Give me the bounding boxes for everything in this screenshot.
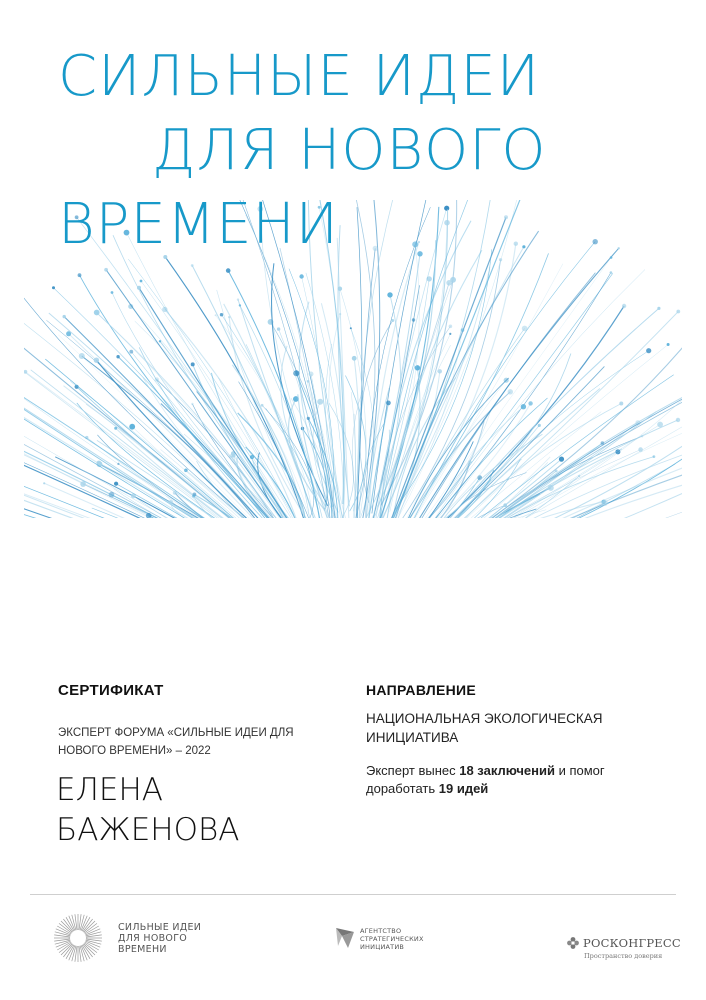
title-line-2: ДЛЯ НОВОГО [152, 118, 547, 183]
fiber-dot [352, 356, 357, 361]
recipient-name [56, 770, 240, 850]
fiber-strand [401, 253, 549, 518]
fiber-dot [317, 399, 323, 405]
fiber-dot [521, 404, 526, 409]
fiber-strand [422, 270, 645, 519]
fiber-dot [104, 268, 108, 272]
stats-middle: и помог [554, 763, 605, 778]
footer-divider [30, 894, 676, 895]
fiber-dot [610, 271, 613, 274]
fiber-dot [191, 362, 195, 366]
fiber-dot [619, 402, 623, 406]
fiber-dot [350, 327, 352, 329]
flower-icon [566, 936, 580, 950]
fiber-dot [461, 328, 465, 332]
fiber-dot [593, 239, 598, 244]
fiber-strand [281, 346, 326, 506]
forum-logo-line-3: ВРЕМЕНИ [118, 943, 167, 955]
subtitle-line-1: ЭКСПЕРТ ФОРУМА «СИЛЬНЫЕ ИДЕИ ДЛЯ [58, 727, 294, 739]
fiber-dot [618, 247, 620, 249]
stats-line2-prefix: доработать [366, 781, 439, 796]
fiber-strand [24, 367, 259, 519]
page-title [58, 40, 547, 262]
ray-burst-icon [52, 912, 104, 964]
roscongress-logo [566, 936, 681, 960]
fiber-dot [237, 298, 239, 300]
asi-logo-line-3: ИНИЦИАТИВ [360, 943, 405, 951]
forum-logo [52, 912, 201, 964]
fiber-dot [646, 348, 651, 353]
direction-name [366, 709, 666, 747]
fiber-dot [78, 273, 82, 277]
roscongress-tagline: Пространство доверия [584, 952, 663, 960]
fiber-dot [129, 424, 135, 430]
fiber-dot [111, 291, 114, 294]
fiber-dot [307, 417, 310, 420]
title-line-1: СИЛЬНЫЕ ИДЕИ [58, 44, 541, 109]
fiber-dot [168, 500, 173, 505]
forum-logo-text [118, 922, 201, 955]
fiber-dot [610, 256, 613, 259]
subtitle-line-2: НОВОГО ВРЕМЕНИ» – 2022 [58, 745, 211, 757]
fiber-dot [94, 358, 99, 363]
direction-heading: НАПРАВЛЕНИЕ [366, 682, 477, 698]
roscongress-name: РОСКОНГРЕСС [583, 936, 681, 950]
certificate-heading: СЕРТИФИКАТ [58, 682, 164, 699]
asi-logo-text [360, 927, 424, 951]
fiber-dot [676, 418, 680, 422]
fiber-strand [391, 248, 619, 518]
fiber-dot [299, 274, 303, 278]
fiber-dot [449, 333, 451, 335]
fiber-strand [449, 478, 682, 518]
asi-arrow-icon [334, 924, 358, 954]
fiber-dot [220, 313, 223, 316]
fiber-dot [622, 304, 626, 308]
asi-logo [334, 924, 424, 954]
recipient-first-name: ЕЛЕНА [56, 772, 164, 808]
fiber-dot [43, 482, 45, 484]
fiber-dot [228, 316, 230, 318]
fiber-dot [559, 457, 564, 462]
fiber-dot [215, 314, 217, 316]
fiber-dot [116, 355, 119, 358]
fiber-dot [338, 287, 342, 291]
fiber-dot [140, 280, 143, 283]
fiber-dot [191, 264, 194, 267]
fiber-dot [528, 401, 532, 405]
fiber-strand [404, 304, 682, 518]
asi-logo-line-2: СТРАТЕГИЧЕСКИХ [360, 935, 424, 943]
fiber-dot [277, 327, 280, 330]
fiber-dot [192, 495, 195, 498]
fiber-dot [79, 353, 85, 359]
fiber-dot [309, 372, 314, 377]
expert-stats [366, 762, 666, 798]
recipient-last-name: БАЖЕНОВА [56, 812, 240, 848]
fiber-dot [676, 310, 680, 314]
fiber-dot [601, 441, 605, 445]
fiber-dot [261, 404, 264, 407]
certificate-subtitle [58, 724, 338, 760]
fiber-dot [129, 350, 133, 354]
fiber-strand [45, 359, 278, 518]
title-line-3: ВРЕМЕНИ [58, 192, 339, 257]
fiber-dot [387, 292, 392, 297]
fiber-dot [391, 319, 394, 322]
fiber-strand [424, 400, 682, 518]
direction-name-line-2: ИНИЦИАТИВА [366, 730, 459, 745]
fiber-dot [667, 343, 670, 346]
fiber-dot [578, 475, 580, 477]
conclusions-count: 18 заключений [459, 763, 555, 778]
fiber-dot [449, 325, 453, 329]
fiber-dot [508, 389, 513, 394]
forum-logo-line-2: ДЛЯ НОВОГО [118, 932, 188, 944]
ideas-count: 19 идей [438, 781, 489, 796]
fiber-dot [657, 307, 660, 310]
fiber-dot [173, 491, 177, 495]
fiber-dot [653, 455, 656, 458]
fiber-dot [538, 424, 541, 427]
fiber-dot [555, 470, 558, 473]
fiber-dot [468, 460, 471, 463]
fiber-strand [389, 273, 611, 518]
fiber-strand [224, 304, 319, 518]
fiber-dot [114, 482, 118, 486]
fiber-dot [226, 268, 231, 273]
fiber-dot [63, 315, 66, 318]
fiber-dot [503, 503, 507, 507]
fiber-dot [602, 500, 608, 506]
stats-prefix: Эксперт вынес [366, 763, 460, 778]
direction-name-line-1: НАЦИОНАЛЬНАЯ ЭКОЛОГИЧЕСКАЯ [366, 711, 603, 726]
fiber-dot [114, 427, 117, 430]
forum-logo-line-1: СИЛЬНЫЕ ИДЕИ [118, 921, 202, 933]
fiber-dot [450, 277, 456, 283]
fiber-strand [25, 372, 260, 518]
fiber-dot [159, 340, 161, 342]
fiber-dot [191, 403, 193, 405]
asi-logo-line-1: АГЕНТСТВО [360, 927, 402, 935]
fiber-dot [386, 401, 391, 406]
fiber-dot [52, 286, 55, 289]
fiber-dot [239, 304, 241, 306]
fiber-strand [58, 335, 279, 518]
